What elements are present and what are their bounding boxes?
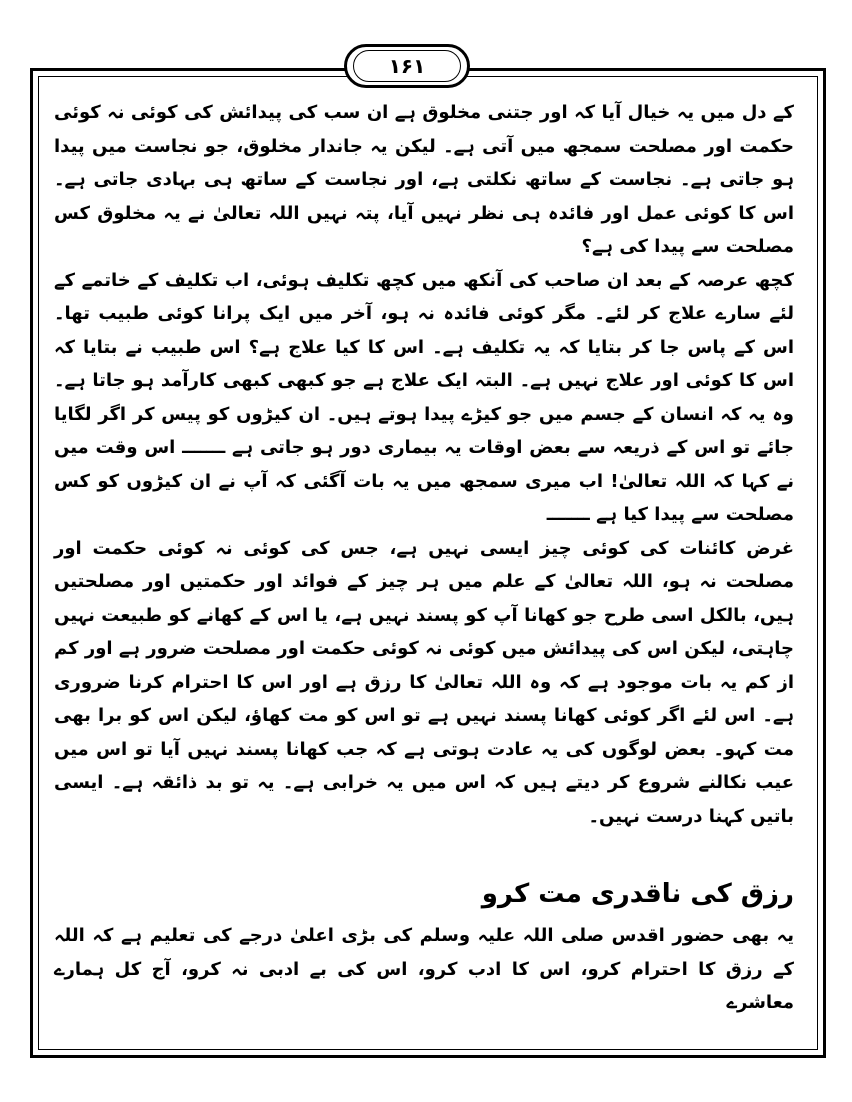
paragraph: کچھ عرصہ کے بعد ان صاحب کی آنکھ میں کچھ تکلیف ہوئی، اب تکلیف کے خاتمے کے لئے سارے علاج کر لئے۔ مگر کوئی فائدہ نہ ہو، آخر میں ایک پرانا کوئی طبیب تھا۔ اس کے پاس جا کر بتایا کہ یہ تکلیف ہے۔ اس کا کیا علاج ہے؟ اس طبیب نے بتایا کہ اس کا کوئی اور علاج نہیں ہے۔ البتہ ایک علاج ہے جو کبھی کبھی کارآمد ہو جاتا ہے۔ وہ یہ کہ انسان کے جسم میں جو کیڑے پیدا ہوتے ہیں۔ ان کیڑوں کو پیس کر اگر لگایا جائے تو اس کے ذریعہ سے بعض اوقات یہ بیماری دور ہو جاتی ہے ـــــــ اس وقت میں نے کہا کہ اللہ تعالیٰ! اب میری سمجھ میں یہ بات آگئی کہ آپ نے ان کیڑوں کو کس مصلحت سے پیدا کیا ہے ـــــــ: [54, 269, 794, 525]
paragraph: یہ بھی حضور اقدس صلی اللہ علیہ وسلم کی بڑی اعلیٰ درجے کی تعلیم ہے کہ اللہ کے رزق کا احترام کرو، اس کا ادب کرو، اس کی بے ادبی نہ کرو، آج کل ہمارے معاشرے: [54, 925, 794, 1013]
paragraph: غرض کائنات کی کوئی چیز ایسی نہیں ہے، جس کی کوئی نہ کوئی حکمت اور مصلحت نہ ہو، اللہ تعالیٰ کے علم میں ہر چیز کے فوائد اور حکمتیں اور مصلحتیں ہیں، بالکل اسی طرح جو کھانا آپ کو پسند نہیں ہے، یا اس کے کھانے کو طبیعت نہیں چاہتی، لیکن اس کی پیدائش میں کوئی نہ کوئی حکمت اور مصلحت ضرور ہے اور کم از کم یہ بات موجود ہے کہ وہ اللہ تعالیٰ کا رزق ہے اور اس کا احترام کرنا ضروری ہے۔ اس لئے اگر کوئی کھانا پسند نہیں ہے تو اس کو مت کھاؤ، لیکن اس کو برا بھی مت کہو۔ بعض لوگوں کی یہ عادت ہوتی ہے کہ جب کھانا پسند نہیں آیا تو اس میں عیب نکالنے شروع کر دیتے ہیں کہ اس میں یہ خرابی ہے۔ یہ تو بد ذائقہ ہے۔ ایسی باتیں کہنا درست نہیں۔: [54, 537, 794, 827]
page-number: ۱۶۱: [388, 54, 426, 78]
page-number-frame: [353, 50, 461, 82]
paragraph: کے دل میں یہ خیال آیا کہ اور جتنی مخلوق ہے ان سب کی پیدائش کی کوئی نہ کوئی حکمت اور مصلحت سمجھ میں آتی ہے۔ لیکن یہ جاندار مخلوق، جو نجاست میں پیدا ہو جاتی ہے۔ نجاست کے ساتھ نکلتی ہے، اور نجاست کے ساتھ ہی بہادی جاتی ہے۔ اس کا کوئی عمل اور فائدہ ہی نظر نہیں آیا، پتہ نہیں اللہ تعالیٰ نے یہ مخلوق کس مصلحت سے پیدا کی ہے؟: [54, 102, 794, 257]
page-number-badge: [344, 44, 470, 88]
page-body: [54, 96, 794, 1020]
section-heading: رزق کی ناقدری مت کرو: [481, 879, 794, 909]
